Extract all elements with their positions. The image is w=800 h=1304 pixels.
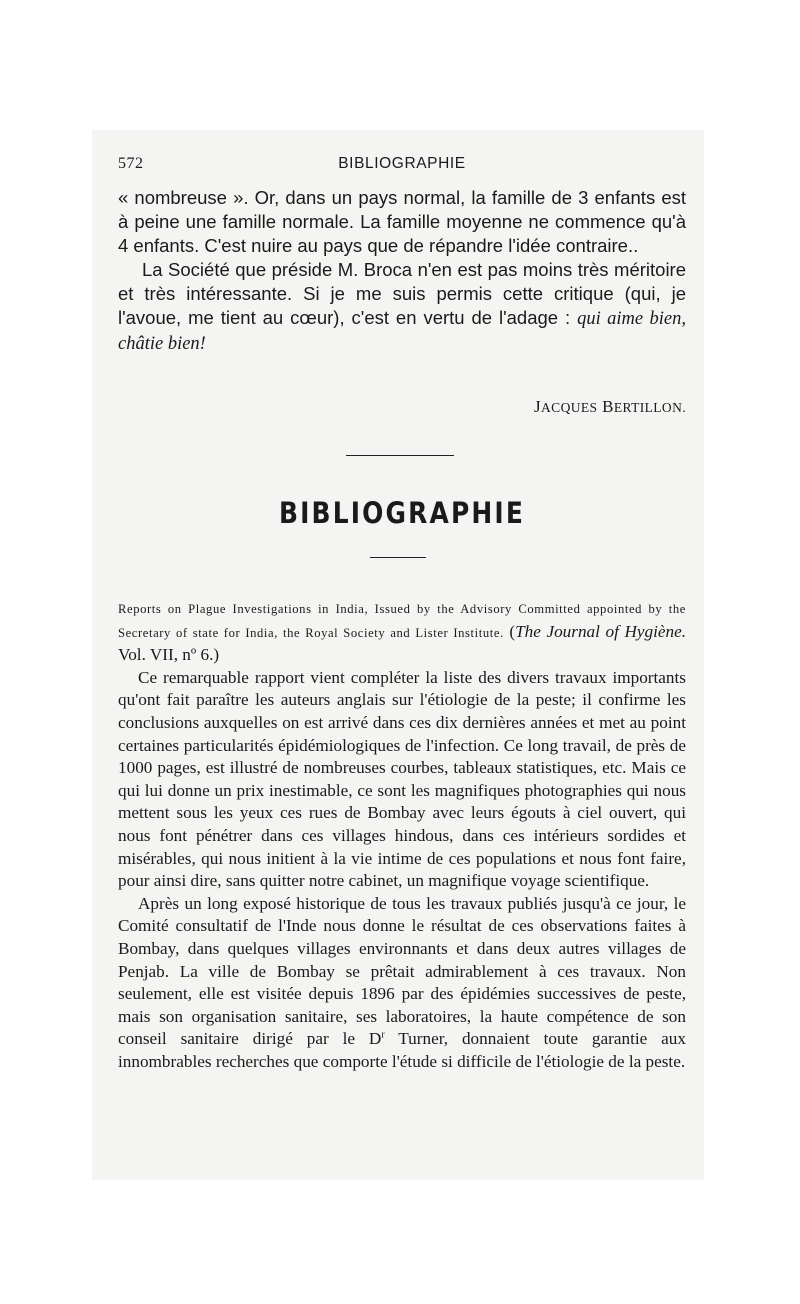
doctor-superscript: r bbox=[381, 1029, 385, 1041]
section-heading: BIBLIOGRAPHIE bbox=[278, 496, 526, 530]
previous-paragraph-2-text: La Société que préside M. Broca n'en est pas moins très méritoire et très intéressante. Si je me suis permis cette critique (qui, je l'avoue, me tient au cœur), c'est en vertu de l'adage : bbox=[118, 259, 686, 328]
running-header-title: BIBLIOGRAPHIE bbox=[338, 155, 466, 172]
previous-paragraph-1: « nombreuse ». Or, dans un pays normal, la famille de 3 enfants est à peine une famille normale. La famille moyenne ne commence qu'à 4 enfants. C'est nuire au pays que de répandre l'idée contraire.. bbox=[118, 187, 686, 256]
previous-article-text bbox=[118, 186, 686, 356]
review-paragraph-2 bbox=[118, 893, 686, 1074]
running-header bbox=[118, 155, 686, 177]
citation-open-paren: ( bbox=[509, 621, 516, 641]
adage-quote: qui aime bien, châtie bien! bbox=[118, 309, 687, 354]
signature-rest-2: ERTILLON. bbox=[613, 400, 686, 415]
author-signature bbox=[534, 397, 686, 417]
citation-title: Reports on Plague Investigations in India, Issued by the Advisory Committed appointed by the Secretary of state for India, the Royal Society and Lister Institute. bbox=[118, 602, 686, 640]
signature-initial-2: B bbox=[602, 397, 614, 416]
previous-paragraph-2 bbox=[118, 258, 686, 356]
review-paragraph-1: Ce remarquable rapport vient compléter la liste des divers travaux importants qu'ont fait paraître les auteurs anglais sur l'étiologie de la peste; il confirme les conclusions auxquelles on est arrivé dans ces dix dernières années et met au point certaines particularités épidémiologiques de l'infection. Ce long travail, de près de 1000 pages, est illustré de nombreuses courbes, tableaux statistiques, etc. Mais ce qui lui donne un prix inestimable, ce sont les magnifiques photographies qui nous mettent sous les yeux ces rues de Bombay avec leurs égouts à ciel ouvert, qui nous font pénétrer dans ces villages hindous, dans ces intérieurs sordides et misérables, qui nous initient à la vie intime de ces populations et nous font faire, pour ainsi dire, sans quitter notre cabinet, un magnifique voyage scientifique. bbox=[118, 667, 686, 891]
page-number: 572 bbox=[118, 155, 144, 172]
review-paragraph-2-end: Turner, donnaient toute garantie aux innombrables recherches que comporte l'étude si difficile de l'étiologie de la peste. bbox=[118, 1029, 686, 1071]
review-citation bbox=[118, 597, 686, 667]
section-divider-bottom bbox=[370, 557, 426, 558]
citation-volume: Vol. VII, nº 6.) bbox=[118, 645, 220, 665]
section-divider-top bbox=[346, 455, 454, 456]
citation-journal: The Journal of Hygiène. bbox=[515, 621, 687, 641]
signature-initial-1: J bbox=[533, 397, 542, 416]
signature-rest-1: ACQUES bbox=[541, 400, 598, 415]
review-paragraph-2-text: Après un long exposé historique de tous les travaux publiés jusqu'à ce jour, le Comité consultatif de l'Inde nous donne le résultat de ces observations faites à Bombay, dans quelques villages environnants et dans deux autres villages de Penjab. La ville de Bombay se prêtait admirablement à ces travaux. Non seulement, elle est visitée depuis 1896 par des épidémies successives de peste, mais son organisation sanitaire, ses laboratoires, la haute compétence de son conseil sanitaire dirigé par le D bbox=[118, 893, 686, 1049]
review-article bbox=[118, 597, 686, 1073]
